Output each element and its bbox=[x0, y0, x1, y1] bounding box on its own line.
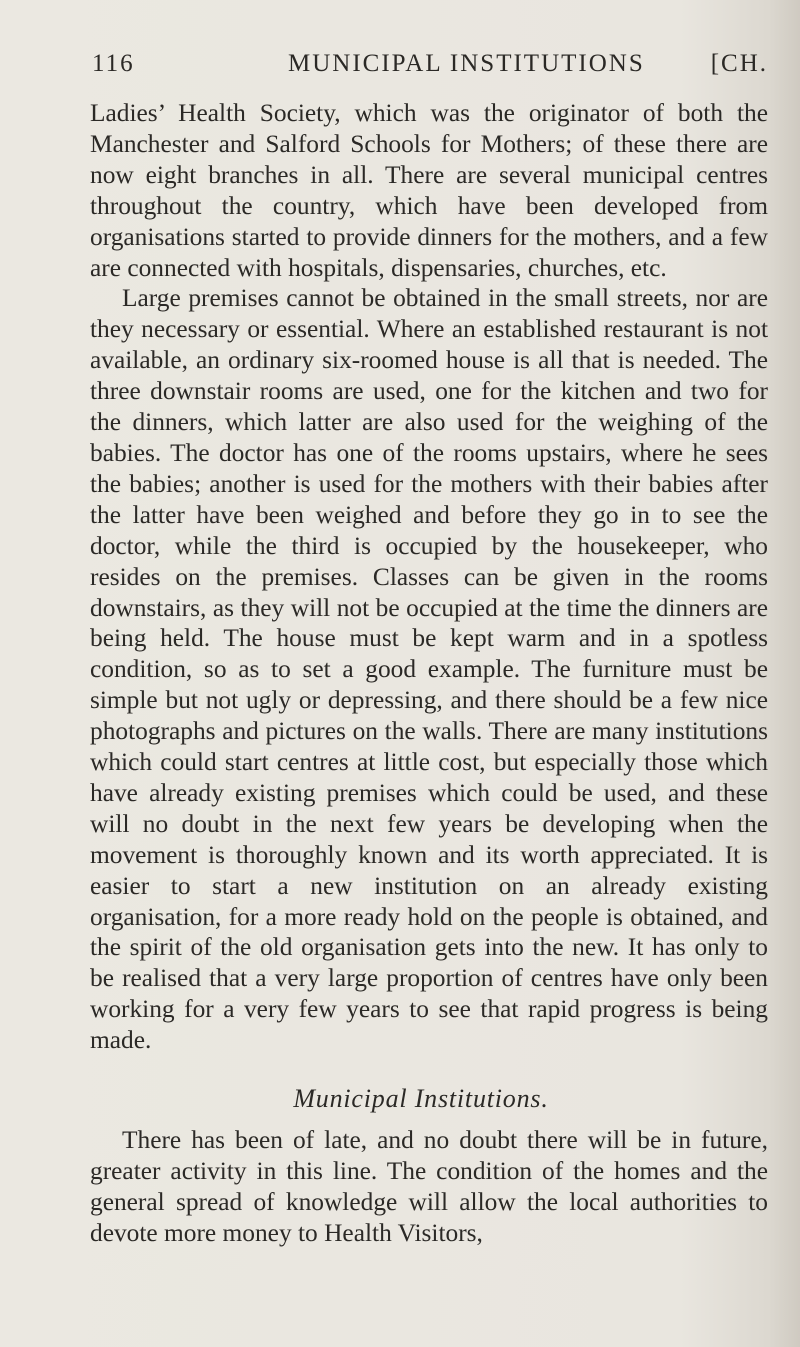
chapter-mark: [CH. bbox=[710, 50, 768, 77]
paragraph: Ladies’ Health Society, which was the originator of both the Manchester and Salford Schools for Mothers; of these there are now eight branches in all. There are several municipal centres throughout the country, which have been developed from organisations started to provide dinners for the mothers, and a few are connected with hospitals, dispensaries, churches, etc. bbox=[90, 99, 768, 282]
body-text bbox=[90, 98, 768, 1249]
section-heading: Municipal Institutions. bbox=[293, 1084, 549, 1114]
page-number: 116 bbox=[92, 50, 135, 77]
running-title: MUNICIPAL INSTITUTIONS bbox=[288, 50, 645, 77]
paragraph: Large premises cannot be obtained in the small streets, nor are they necessary or essential. Where an established restaurant is not available, an ordinary six-roomed house is all that is needed. The three downstair rooms are used, one for the kitchen and two for the dinners, which latter are also used for the weighing of the babies. The doctor has one of the rooms upstairs, where he sees the babies; another is used for the mothers with their babies after the latter have been weighed and before they go in to see the doctor, while the third is occupied by the housekeeper, who resides on the premises. Classes can be given in the rooms downstairs, as they will not be occupied at the time the dinners are being held. The house must be kept warm and in a spotless condition, so as to set a good example. The furniture must be simple but not ugly or depressing, and there should be a few nice photographs and pictures on the walls. There are many institutions which could start centres at little cost, but especially those which have already existing premises which could be used, and these will no doubt in the next few years be developing when the movement is thoroughly known and its worth appreciated. It is easier to start a new institution on an already existing organisation, for a more ready hold on the people is obtained, and the spirit of the old organisation gets into the new. It has only to be realised that a very large proportion of centres have only been working for a very few years to see that rapid progress is being made. bbox=[90, 284, 768, 1055]
paragraph: There has been of late, and no doubt there will be in future, greater activity in this line. The condition of the homes and the general spread of knowledge will allow the local authorities to devote more money to Health Visitors, bbox=[90, 1126, 768, 1247]
page-header bbox=[92, 50, 768, 86]
